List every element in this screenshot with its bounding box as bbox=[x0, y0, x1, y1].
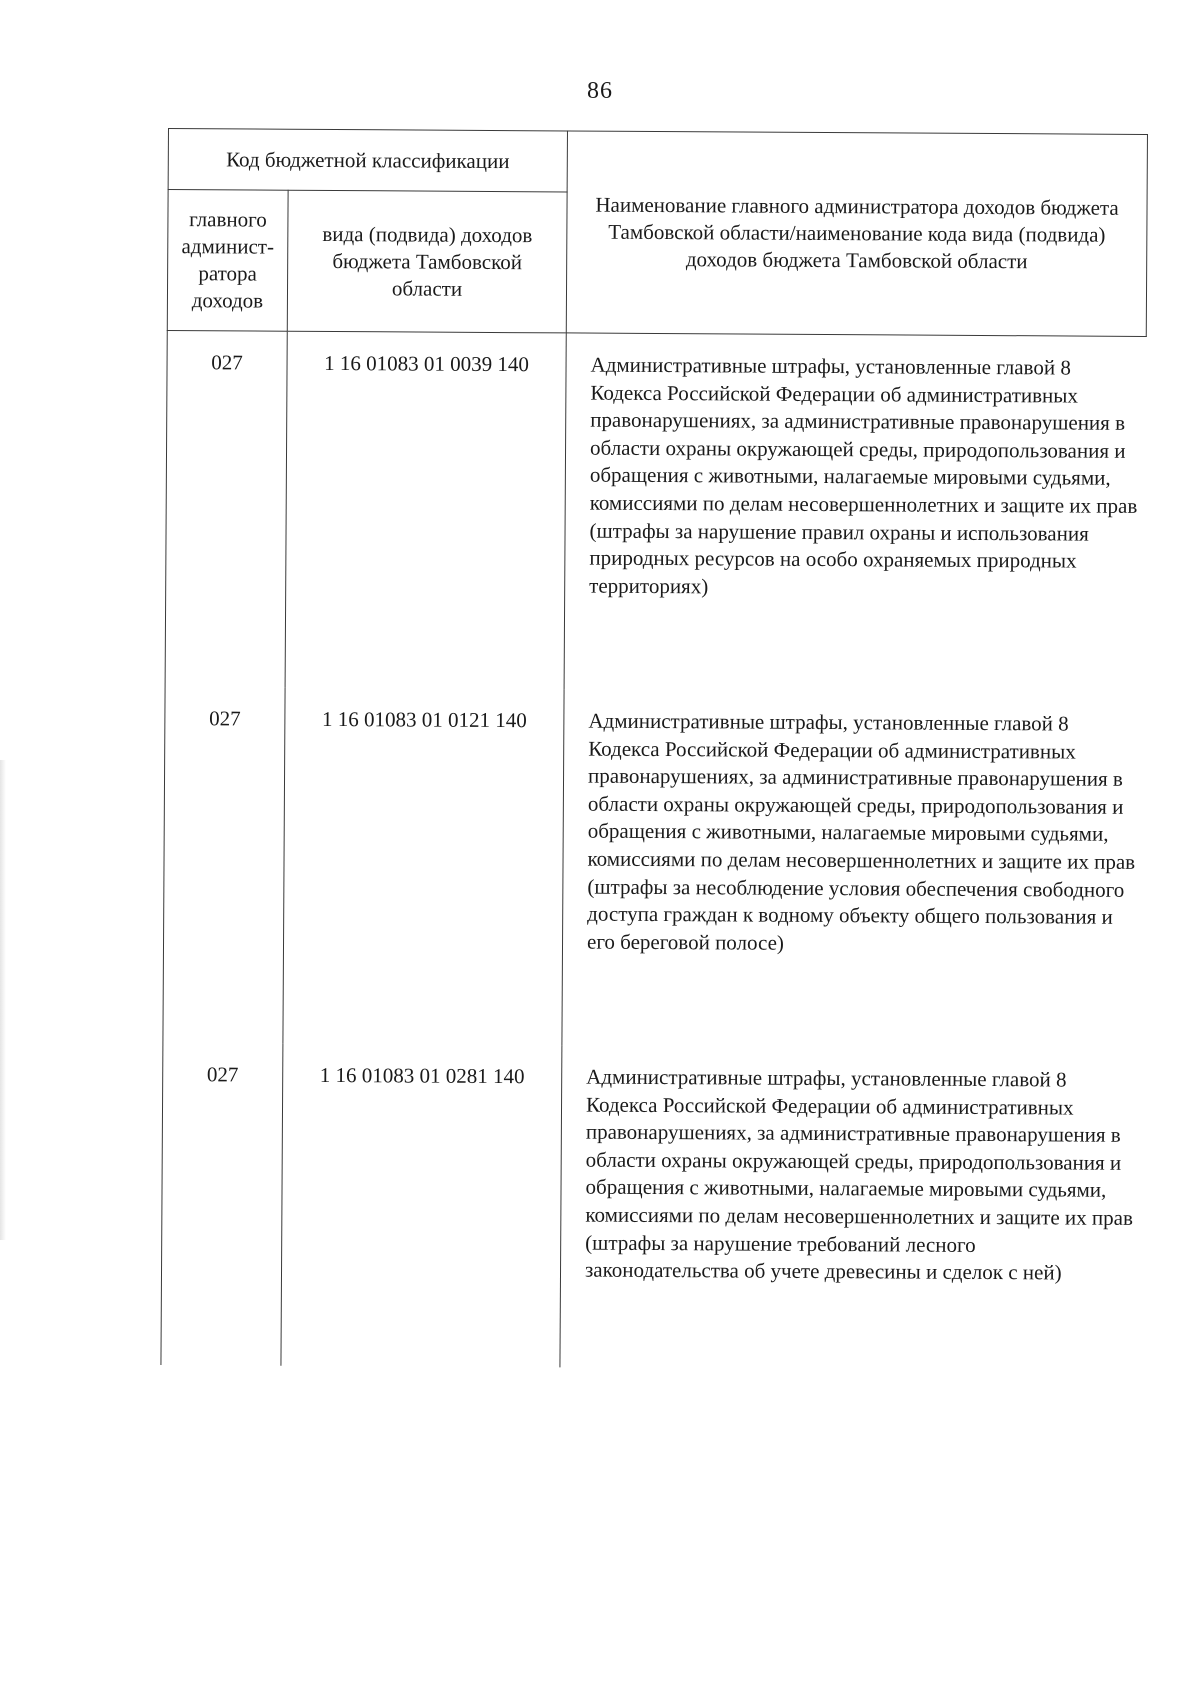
budget-classification-table bbox=[160, 128, 1148, 1371]
admin-code-cell: 027 bbox=[161, 1043, 283, 1366]
revenue-code-cell: 1 16 01083 01 0281 140 bbox=[281, 1044, 562, 1368]
budget-classification-code-header: Код бюджетной классификации bbox=[168, 129, 567, 192]
revenue-type-header: вида (подвида) доходов бюджета Тамбовской области bbox=[287, 190, 567, 333]
administrator-name-header: Наименование главного администратора доходов бюджета Тамбовской области/наименование кода вида (подвида) доходов бюджета Тамбовской области bbox=[566, 131, 1147, 337]
page-number: 86 bbox=[587, 78, 613, 104]
description-cell: Административные штрафы, установленные главой 8 Кодекса Российской Федерации об административных правонарушениях, за административные правонарушения в области охраны окружающей среды, природопользования и обращения с животными, налагаемые мировыми судьями, комиссиями по делам несовершеннолетних и защите их прав (штрафы за нарушение требований лесного законодательства об учете древесины и сделок с ней) bbox=[560, 1045, 1142, 1371]
description-cell: Административные штрафы, установленные главой 8 Кодекса Российской Федерации об административных правонарушениях, за административные правонарушения в области охраны окружающей среды, природопользования и обращения с животными, налагаемые мировыми судьями, комиссиями по делам несовершеннолетних и защите их прав (штрафы за несоблюдение условия обеспечения свободного доступа граждан к водному объекту общего пользования и его береговой полосе) bbox=[562, 689, 1144, 1049]
chief-administrator-header: главного админист-ратора доходов bbox=[167, 190, 288, 332]
revenue-code-cell: 1 16 01083 01 0039 140 bbox=[285, 331, 566, 689]
admin-code-cell: 027 bbox=[163, 687, 285, 1044]
description-cell: Административные штрафы, установленные главой 8 Кодекса Российской Федерации об административных правонарушениях, за административные правонарушения в области охраны окружающей среды, природопользования и обращения с животными, налагаемые мировыми судьями, комиссиями по делам несовершеннолетних и защите их прав (штрафы за нарушение правил охраны и использования природных ресурсов на особо охраняемых природных территориях) bbox=[564, 333, 1146, 693]
table-header bbox=[167, 129, 1147, 337]
admin-code-cell: 027 bbox=[165, 330, 287, 687]
scan-edge-artifact bbox=[0, 760, 6, 1240]
table-row bbox=[165, 330, 1146, 692]
table-row bbox=[163, 687, 1144, 1049]
table-body bbox=[161, 330, 1146, 1370]
revenue-code-cell: 1 16 01083 01 0121 140 bbox=[283, 688, 564, 1046]
budget-classification-sheet bbox=[160, 128, 1147, 1371]
table-row bbox=[161, 1043, 1142, 1371]
